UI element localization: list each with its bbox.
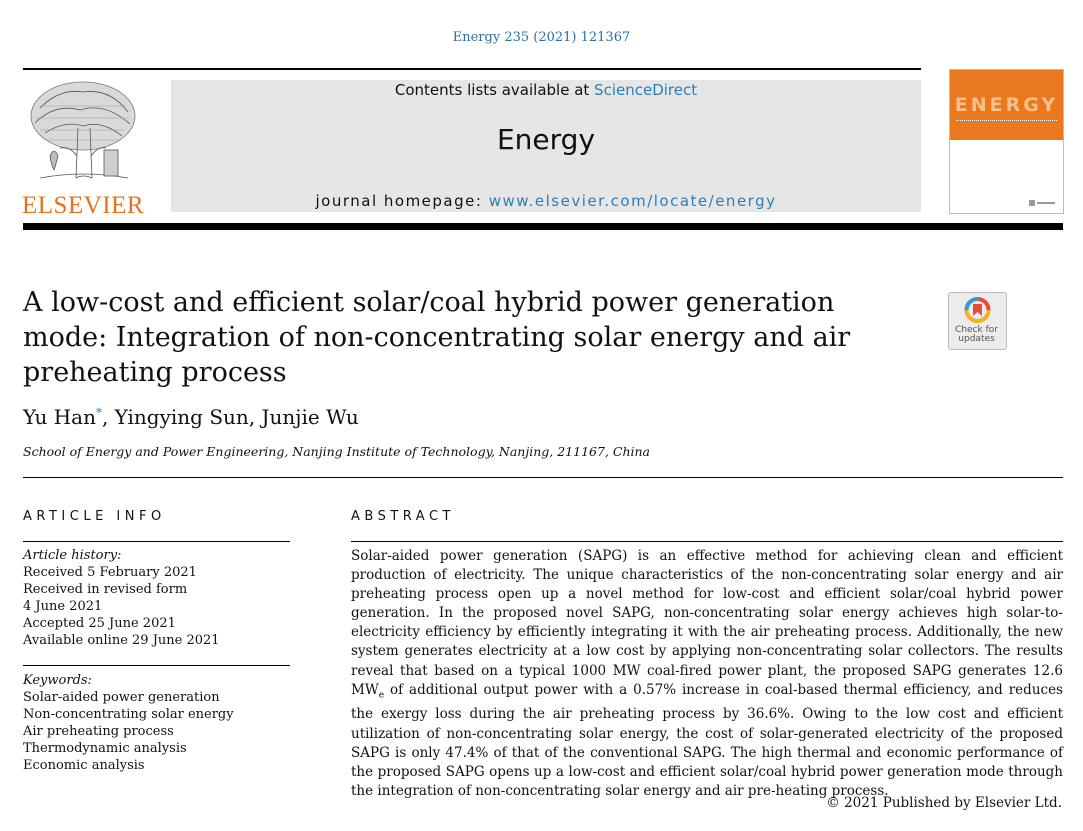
homepage-prefix: journal homepage: xyxy=(315,192,489,210)
history-item: Accepted 25 June 2021 xyxy=(23,616,176,631)
cover-divider xyxy=(956,120,1057,124)
cover-elsevier-mark xyxy=(1029,199,1055,207)
check-updates-label xyxy=(948,326,1005,344)
journal-citation[interactable]: Energy 235 (2021) 121367 xyxy=(452,30,631,45)
author-list: Yu Han*, Yingying Sun, Junjie Wu xyxy=(23,405,359,429)
cover-title: ENERGY xyxy=(954,94,1059,116)
history-item: Received 5 February 2021 xyxy=(23,565,197,580)
keyword-item[interactable]: Economic analysis xyxy=(23,758,145,773)
keywords-block xyxy=(23,672,290,774)
section-divider xyxy=(23,477,1063,478)
journal-homepage-line xyxy=(171,192,921,210)
history-item: 4 June 2021 xyxy=(23,599,103,614)
header-rule xyxy=(23,68,921,70)
sciencedirect-link[interactable]: ScienceDirect xyxy=(594,81,698,99)
article-info-heading: ARTICLE INFO xyxy=(23,509,166,524)
article-info-rule xyxy=(23,541,290,542)
check-updates-line2: updates xyxy=(958,334,995,344)
keyword-item[interactable]: Non-concentrating solar energy xyxy=(23,707,234,722)
author-affiliation: School of Energy and Power Engineering, Nanjing Institute of Technology, Nanjing, 211167, China xyxy=(23,444,651,459)
history-item: Received in revised form xyxy=(23,582,188,597)
keyword-item[interactable]: Solar-aided power generation xyxy=(23,690,220,705)
keyword-item[interactable]: Air preheating process xyxy=(23,724,174,739)
elsevier-wordmark: ELSEVIER xyxy=(22,192,145,219)
article-history xyxy=(23,547,290,649)
abstract-part-1: Solar-aided power generation (SAPG) is an effective method for achieving clean and efficient production of electricity. The unique characteristics of the non-concentrating solar energy and air preheating process open up a novel method for low-cost and efficient solar/coal hybrid power generation. In the proposed novel SAPG, non-concentrating solar energy achieves high solar-to-electricity efficiency by efficiently integrating it with the air preheating process. Additionally, the new system generates electricity at a low cost by applying non-concentrating solar collectors. The results reveal that based on a typical 1000 MW coal-fired power plant, the proposed SAPG generates 12.6 MW xyxy=(351,548,1063,698)
journal-homepage-link[interactable]: www.elsevier.com/locate/energy xyxy=(488,192,777,210)
keywords-label: Keywords: xyxy=(23,673,92,688)
abstract-subscript: e xyxy=(378,690,385,701)
corresponding-author-mark[interactable]: * xyxy=(95,405,102,420)
copyright-notice: © 2021 Published by Elsevier Ltd. xyxy=(826,795,1062,811)
author-name[interactable]: Junjie Wu xyxy=(261,405,359,429)
abstract-heading: ABSTRACT xyxy=(351,509,455,524)
check-updates-line1: Check for xyxy=(955,325,998,335)
abstract-part-2: of additional output power with a 0.57% increase in coal-based thermal efficiency, and reduces the exergy loss during the air preheating process by 36.6%. Owing to the low cost and efficient utilization of non-concentrating solar energy, the cost of solar-generated electricity of the proposed SAPG is only 47.4% of that of the conventional SAPG. The high thermal and economic performance of the proposed SAPG opens up a low-cost and efficient solar/coal hybrid power generation mode through the integration of non-concentrating solar energy and air pre-heating process. xyxy=(351,681,1063,799)
masthead-thick-rule xyxy=(23,223,1063,230)
keywords-rule xyxy=(23,665,290,666)
check-updates-icon xyxy=(949,293,1006,329)
author-name[interactable]: Yu Han xyxy=(23,405,96,429)
author-name[interactable]: Yingying Sun xyxy=(114,405,249,429)
keyword-item[interactable]: Thermodynamic analysis xyxy=(23,741,187,756)
article-title: A low-cost and efficient solar/coal hybrid power generation mode: Integration of non-concentrating solar energy and air preheating process xyxy=(23,287,851,388)
abstract-text xyxy=(351,547,1063,801)
contents-line xyxy=(171,81,921,99)
history-label: Article history: xyxy=(23,548,122,563)
journal-name: Energy xyxy=(496,123,596,156)
abstract-rule xyxy=(351,541,1063,542)
journal-cover-image[interactable] xyxy=(949,69,1064,214)
history-item: Available online 29 June 2021 xyxy=(23,633,220,648)
contents-prefix: Contents lists available at xyxy=(394,81,595,99)
